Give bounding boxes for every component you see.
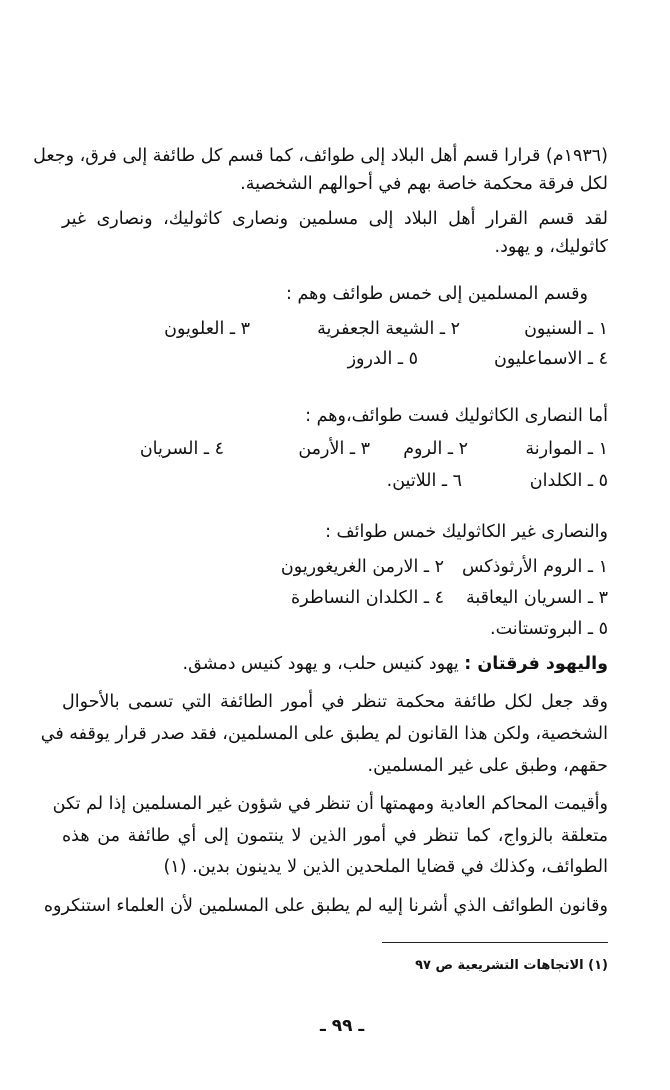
catholics-item-5: ٥ ـ الكلدان bbox=[529, 471, 608, 491]
para1-line-2-text: كاثوليك، و يهود. bbox=[494, 237, 608, 257]
intro-line-2-text: لكل فرقة محكمة خاصة بهم في أحوالهم الشخصية. bbox=[240, 174, 608, 194]
muslims-item-4: ٤ ـ الاسماعليون bbox=[493, 349, 608, 369]
catholics-item-4: ٤ ـ السريان bbox=[139, 439, 224, 459]
para2-line-1-text: وقد جعل لكل طائفة محكمة تنظر في أمور الطائفة التي تسمى بالأحوال bbox=[62, 692, 608, 712]
para1-line-1-text: لقد قسم القرار أهل البلاد إلى مسلمين ونصارى كاثوليك، ونصارى غير bbox=[62, 209, 608, 229]
para3-line-2-text: متعلقة بالزواج، كما تنظر في أمور الذين لا ينتمون إلى أي طائفة من هذه bbox=[62, 826, 608, 846]
intro-line-2 bbox=[240, 170, 608, 198]
jews-label: واليهود فرقتان : bbox=[464, 654, 608, 674]
footnote: (١) الاتجاهات التشريعية ص ٩٧ bbox=[415, 958, 608, 973]
para2-line-2-text: الشخصية، ولكن هذا القانون لم يطبق على المسلمين، فقد صدر قرار يوقفه في bbox=[40, 724, 608, 744]
muslims-item-3: ٣ ـ العلويون bbox=[164, 319, 250, 339]
para3-line-3-text: الطوائف، وكذلك في قضايا الملحدين الذين لا يدينون بدين. (١) bbox=[163, 857, 608, 877]
para1-line-2 bbox=[495, 233, 609, 261]
jews-text: يهود كنيس حلب، و يهود كنيس دمشق. bbox=[182, 654, 465, 674]
muslims-heading-text: وقسم المسلمين إلى خمس طوائف وهم : bbox=[286, 284, 588, 304]
noncatholics-item-4: ٤ ـ الكلدان النساطرة bbox=[291, 588, 444, 608]
para2-line-3-text: حقهم، وطبق على غير المسلمين. bbox=[367, 756, 608, 776]
footnote-divider bbox=[382, 942, 608, 943]
para3-line-1 bbox=[52, 790, 608, 818]
page-number: ـ ٩٩ ـ bbox=[320, 1016, 365, 1036]
catholics-item-6: ٦ ـ اللاتين. bbox=[386, 471, 462, 491]
jews-line bbox=[183, 650, 608, 678]
catholics-heading-text: أما النصارى الكاثوليك فست طوائف،وهم : bbox=[305, 406, 608, 426]
catholics-item-2: ٢ ـ الروم bbox=[403, 439, 468, 459]
noncatholics-item-2: ٢ ـ الارمن الغريغوريون bbox=[280, 557, 444, 577]
para4-line-1 bbox=[43, 892, 608, 920]
muslims-item-1: ١ ـ السنيون bbox=[524, 319, 608, 339]
intro-line-1 bbox=[33, 142, 608, 170]
para2-line-3 bbox=[368, 752, 608, 780]
noncatholics-item-5: ٥ ـ البروتستانت. bbox=[490, 619, 608, 639]
para3-line-3 bbox=[163, 853, 608, 881]
noncatholics-item-3: ٣ ـ السريان اليعاقبة bbox=[465, 588, 608, 608]
muslims-item-5: ٥ ـ الدروز bbox=[347, 349, 418, 369]
para1-line-1 bbox=[62, 205, 608, 233]
muslims-heading bbox=[286, 280, 588, 308]
catholics-item-1: ١ ـ الموارنة bbox=[525, 439, 608, 459]
para2-line-2 bbox=[40, 720, 608, 748]
catholics-heading bbox=[305, 402, 608, 430]
para2-line-1 bbox=[62, 688, 608, 716]
para3-line-1-text: وأقيمت المحاكم العادية ومهمتها أن تنظر في شؤون غير المسلمين إذا لم تكن bbox=[52, 794, 608, 814]
catholics-item-3: ٣ ـ الأرمن bbox=[298, 439, 370, 459]
muslims-item-2: ٢ ـ الشيعة الجعفرية bbox=[317, 319, 460, 339]
para4-line-1-text: وقانون الطوائف الذي أشرنا إليه لم يطبق على المسلمين لأن العلماء استنكروه bbox=[43, 896, 608, 916]
para3-line-2 bbox=[62, 822, 608, 850]
noncatholics-heading-text: والنصارى غير الكاثوليك خمس طوائف : bbox=[325, 522, 608, 542]
noncatholics-item-1: ١ ـ الروم الأرثوذكس bbox=[462, 557, 608, 577]
noncatholics-heading bbox=[325, 518, 608, 546]
intro-line-1-text: (١٩٣٦م) قرارا قسم أهل البلاد إلى طوائف، كما قسم كل طائفة إلى فرق، وجعل bbox=[33, 146, 608, 166]
